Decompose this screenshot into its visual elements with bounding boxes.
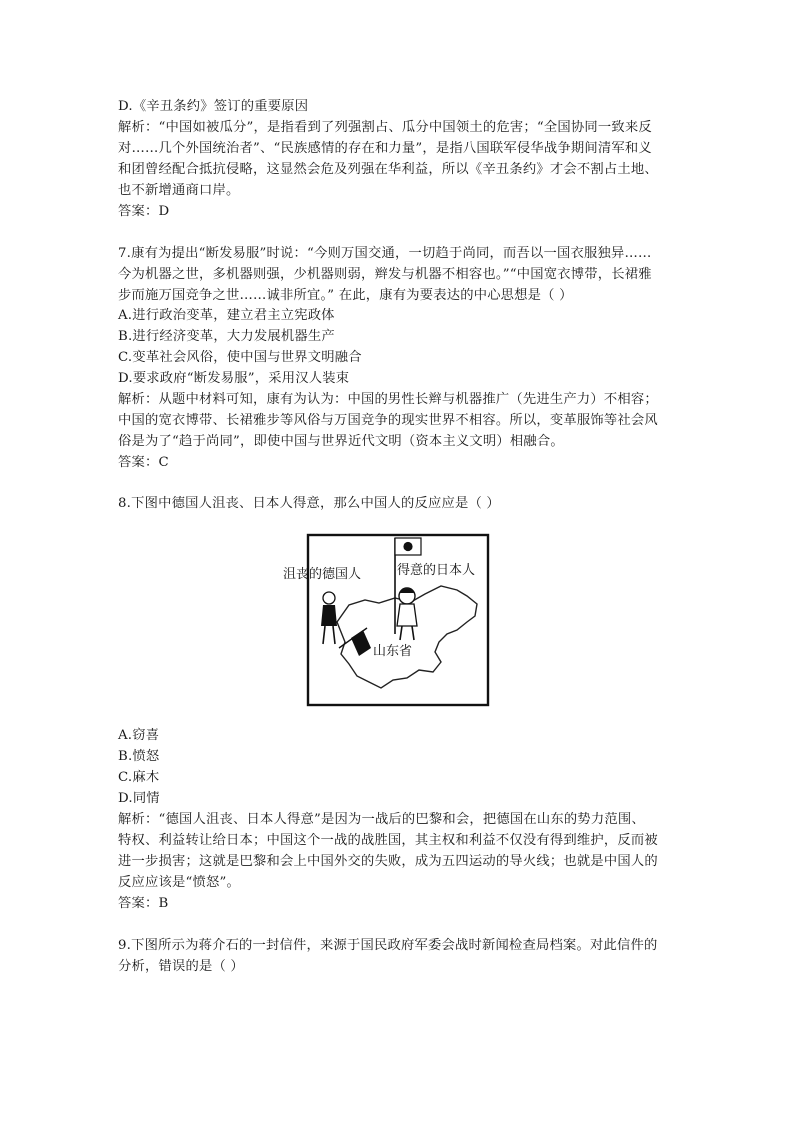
q9-stem-line-1: 9.下图所示为蒋介石的一封信件，来源于国民政府军委会战时新闻检查局档案。对此信件的	[118, 938, 658, 953]
q8-analysis-line-3: 进一步损害；这就是巴黎和会上中国外交的失败，成为五四运动的导火线；也就是中国人的	[118, 854, 658, 869]
q7-option-a: A.进行政治变革，建立君主立宪政体	[118, 308, 335, 323]
q7-stem-line-3: 步而施万国竞争之世……诚非所宜。” 在此，康有为要表达的中心思想是（ ）	[118, 288, 573, 303]
q7-option-b: B.进行经济变革，大力发展机器生产	[118, 329, 335, 344]
q8-option-c: C.麻木	[118, 770, 160, 785]
q7-stem-line-2: 今为机器之世，多机器则强，少机器则弱，辫发与机器不相容也。”“中国宽衣博带，长裙雅	[118, 267, 652, 282]
q6-analysis-line-2: 对……几个外国统治者”、“民族感情的存在和力量”，是指八国联军侵华战争期间清军和义	[118, 141, 652, 156]
japan-flag-sun	[403, 542, 412, 551]
label-german: 沮丧的德国人	[283, 567, 362, 582]
q7-analysis-line-3: 俗是为了“趋于尚同”，即使中国与世界近代文明（资本主义文明）相融合。	[118, 434, 564, 449]
q8-option-a: A.窃喜	[118, 728, 160, 743]
q6-analysis-line-1: 解析：“中国如被瓜分”，是指看到了列强割占、瓜分中国领土的危害；“全国协同一致来反	[118, 120, 652, 135]
q6-analysis-line-3: 和团曾经配合抵抗侵略，这显然会危及列强在华利益，所以《辛丑条约》才会不割占土地、	[118, 162, 658, 177]
q8-analysis-line-1: 解析：“德国人沮丧、日本人得意”是因为一战后的巴黎和会，把德国在山东的势力范围、	[118, 812, 645, 827]
q6-option-d: D.《辛丑条约》签订的重要原因	[118, 99, 309, 114]
label-province: 山东省	[373, 644, 413, 659]
q6-answer: 答案：D	[118, 204, 170, 219]
q7-answer: 答案：C	[118, 455, 169, 470]
q8-analysis-line-4: 反应应该是“愤怒”。	[118, 875, 240, 890]
q9-stem-line-2: 分析，错误的是（ ）	[118, 959, 244, 974]
german-figure-head	[323, 592, 335, 604]
label-japanese: 得意的日本人	[397, 563, 476, 578]
q7-analysis-line-1: 解析：从题中材料可知，康有为认为：中国的男性长辫与机器推广（先进生产力）不相容；	[118, 392, 658, 407]
q6-analysis-line-4: 也不新增通商口岸。	[118, 183, 240, 198]
q8-analysis-line-2: 特权、利益转让给日本；中国这个一战的战胜国，其主权和利益不仅没有得到维护，反而被	[118, 833, 658, 848]
q7-analysis-line-2: 中国的宽衣博带、长裙雅步等风俗与万国竞争的现实世界不相容。所以，变革服饰等社会风	[118, 413, 658, 428]
japanese-figure-body	[397, 604, 417, 626]
q8-option-b: B.愤怒	[118, 749, 160, 764]
cartoon-drawing	[283, 530, 489, 707]
q7-option-d: D.要求政府“断发易服”，采用汉人装束	[118, 371, 350, 386]
q7-option-c: C.变革社会风俗，使中国与世界文明融合	[118, 350, 362, 365]
cartoon-figure	[283, 530, 489, 707]
q7-stem-line-1: 7.康有为提出“断发易服”时说：“今则万国交通，一切趋于尚同，而吾以一国衣服独异……	[118, 246, 652, 261]
q8-answer: 答案：B	[118, 896, 169, 911]
german-figure-body	[321, 605, 337, 626]
q8-stem: 8.下图中德国人沮丧、日本人得意，那么中国人的反应应是（ ）	[118, 496, 500, 511]
q8-option-d: D.同情	[118, 791, 160, 806]
